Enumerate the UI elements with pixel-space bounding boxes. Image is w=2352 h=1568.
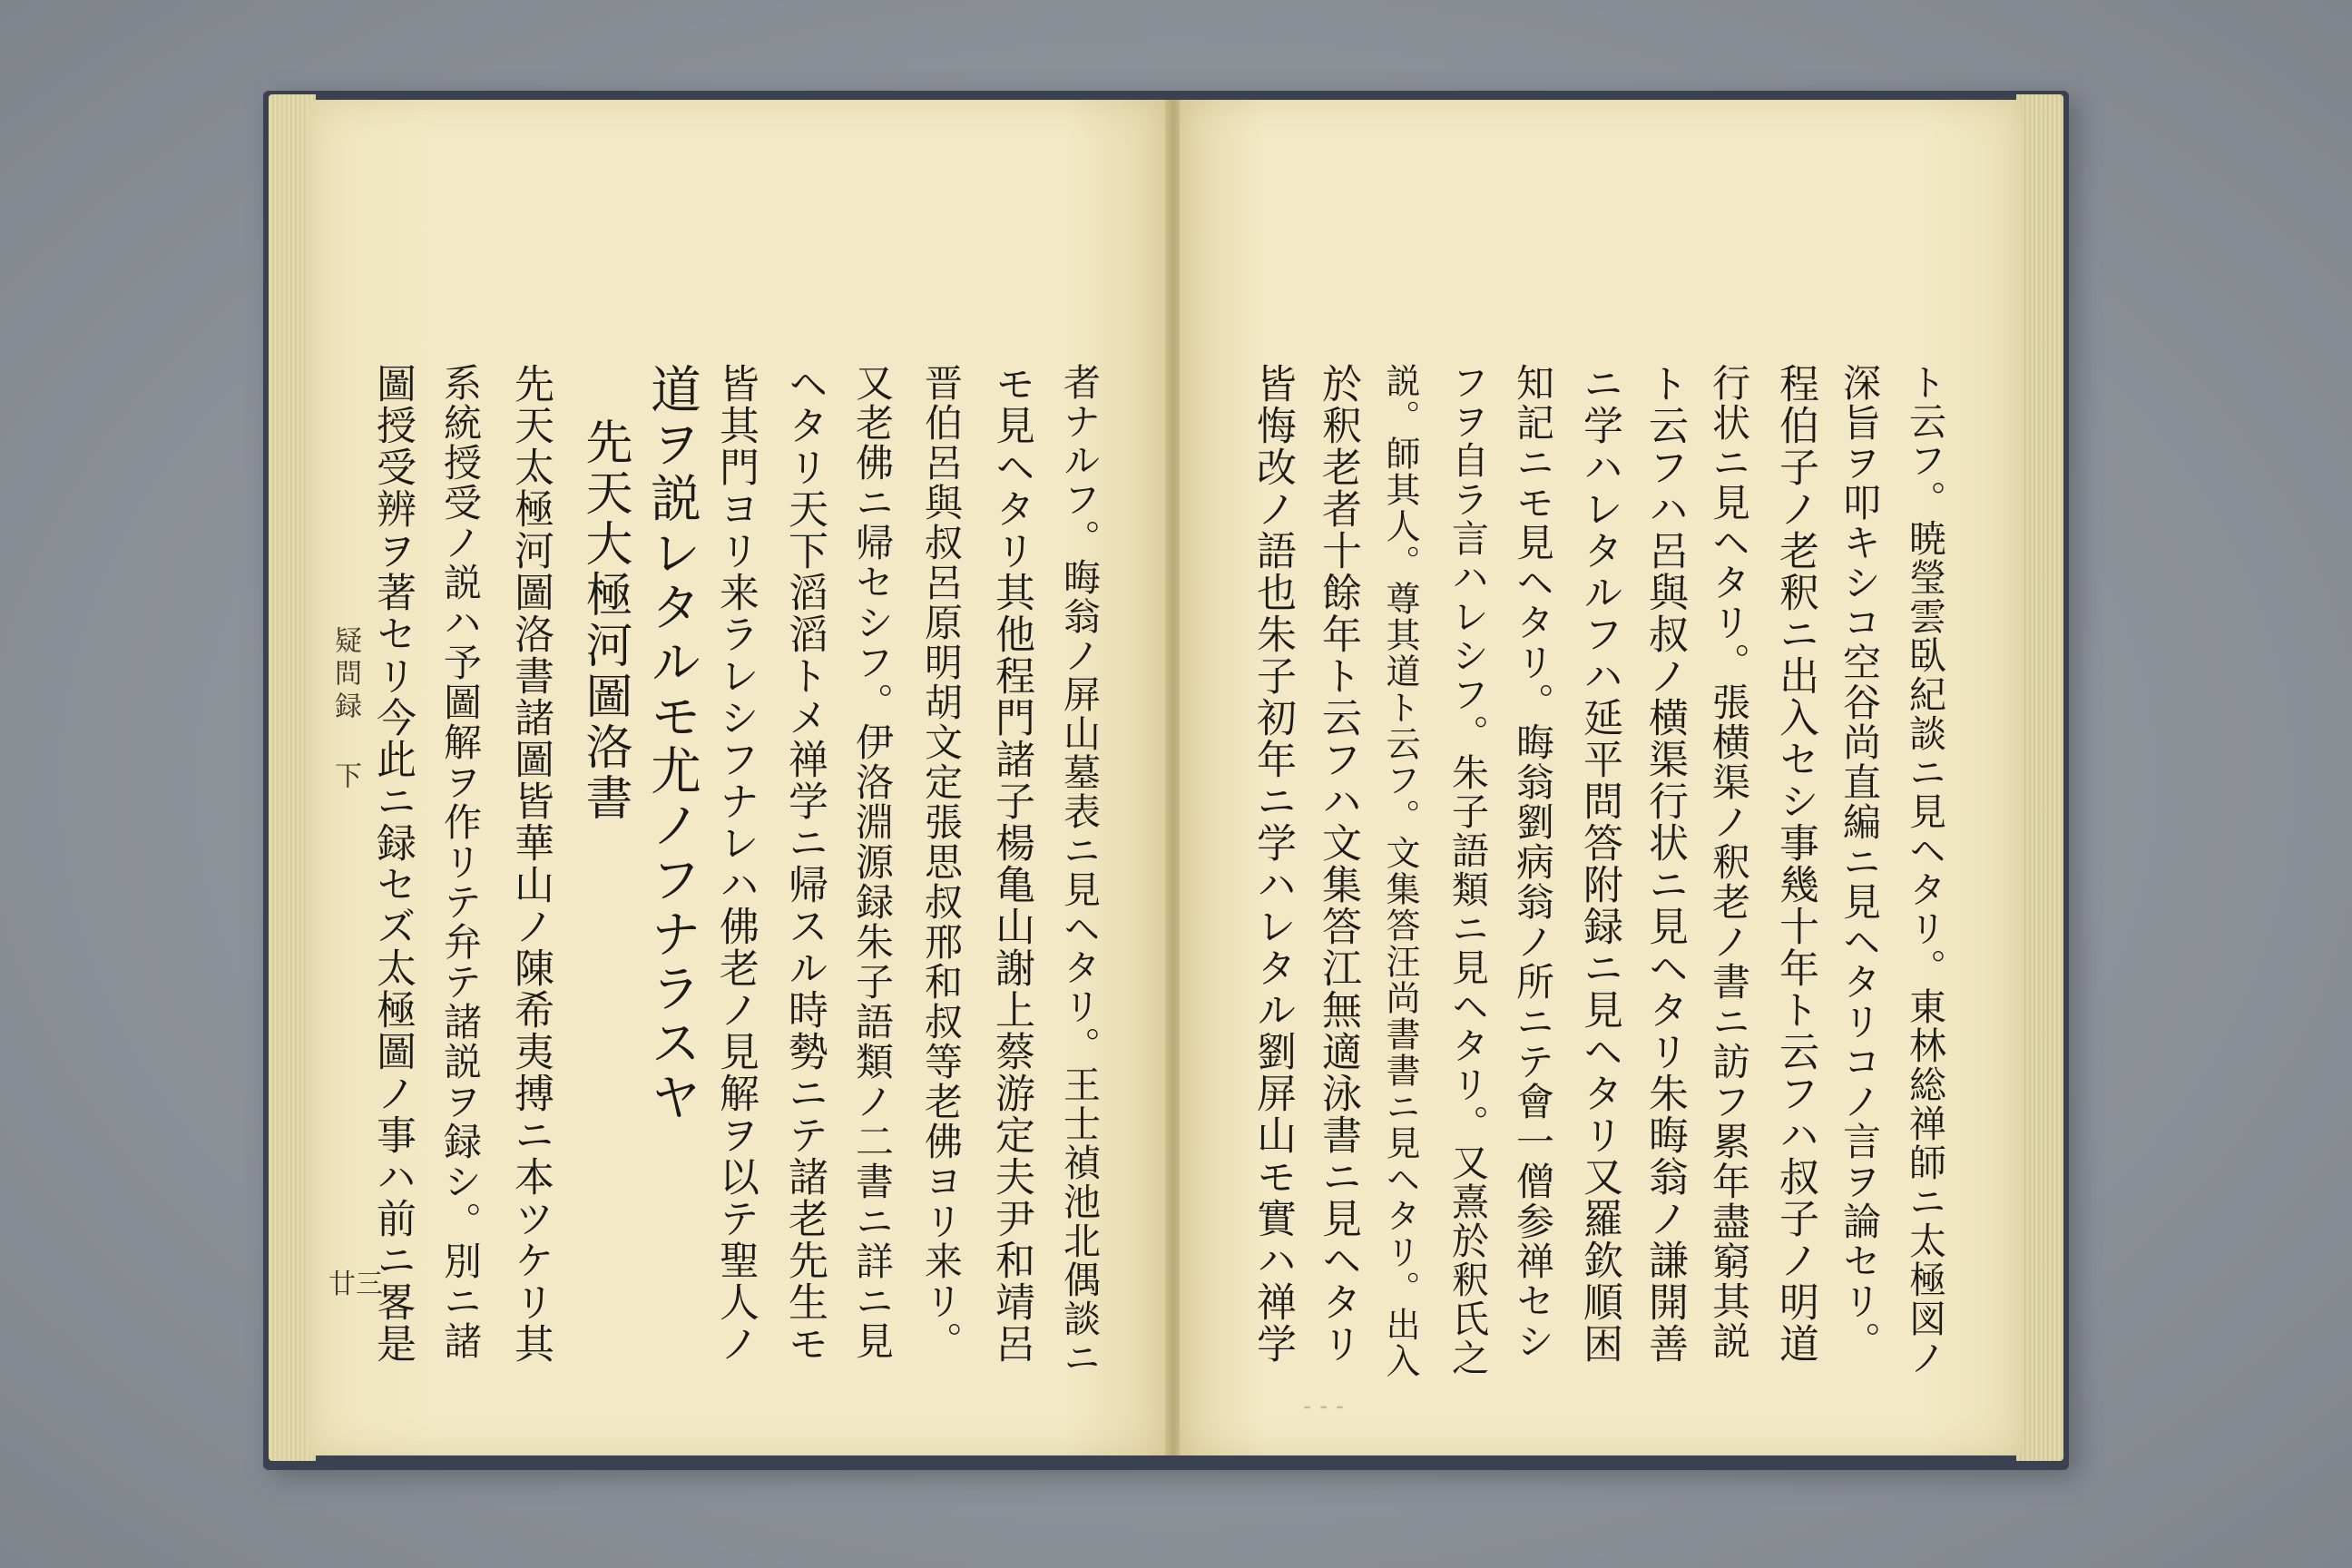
faint-stamp-mark: ⁃ ⁃ ⁃ [1302, 1397, 1345, 1420]
left-column-5: ヘタリ天下滔滔トメ禅学ニ帰スル時勢ニテ諸老先生モ [781, 363, 828, 1365]
left-column-4: 又老佛ニ帰セシフ。伊洛淵源録朱子語類ノ二書ニ詳ニ見 [850, 363, 895, 1361]
right-page [1180, 100, 2024, 1455]
left-column-7: 道ヲ説レタルモ尤ノフナラスヤ [642, 363, 701, 1125]
right-column-11: 皆悔改ノ語也朱子初年ニ学ハレタル劉屏山モ實ハ禅学 [1250, 363, 1296, 1365]
right-column-1: ト云フ。暁瑩雲臥紀談ニ見ヘタリ。東林総禅師ニ太極図ノ [1903, 363, 1946, 1377]
right-column-3: 程伯子ノ老釈ニ出入セシ事幾十年ト云フハ叔子ノ明道 [1772, 363, 1818, 1365]
left-column-3: 晋伯呂與叔呂原明胡文定張思叔邢和叔等老佛ヨリ来リ。 [919, 363, 964, 1361]
right-column-7: 知記ニモ見ヘタリ。晦翁劉病翁ノ所ニテ會一僧参禅セシ [1511, 363, 1555, 1361]
left-column-2: モ見ヘタリ其他程門諸子楊亀山謝上蔡游定夫尹和靖呂 [988, 363, 1034, 1365]
right-column-8: フヲ自ラ言ハレシフ。朱子語類ニ見ヘタリ。又熹於釈氏之 [1446, 363, 1489, 1377]
right-column-9: 説。師其人。尊其道ト云フ。文集答汪尚書書ニ見ヘタリ。出入 [1380, 363, 1420, 1379]
right-column-10: 於釈老者十餘年ト云フハ文集答江無適泳書ニ見ヘタリ [1315, 363, 1361, 1365]
page-number: 廿三 [328, 1269, 383, 1300]
left-column-1: 者ナルフ。晦翁ノ屏山墓表ニ見ヘタリ。王士禎池北偶談ニ [1057, 363, 1101, 1377]
section-column-2: 系統授受ノ説ハ予圖解ヲ作リテ弁テ諸説ヲ録シ。別ニ諸 [438, 363, 483, 1361]
section-column-3: 圖授受辨ヲ著セリ今此ニ録セズ太極圖ノ事ハ前ニ畧是 [369, 363, 416, 1365]
right-column-4: 行状ニ見ヘタリ。張横渠ノ釈老ノ書ニ訪フ累年盡窮其説 [1707, 363, 1751, 1361]
right-column-5: ト云フハ呂與叔ノ横渠行状ニ見ヘタリ朱晦翁ノ謙開善 [1642, 363, 1688, 1365]
right-column-2: 深旨ヲ叩キシコ空谷尚直編ニ見ヘタリコノ言ヲ論セリ。 [1838, 363, 1882, 1361]
left-column-6: 皆其門ヨリ来ラレシフナレハ佛老ノ見解ヲ以テ聖人ノ [712, 363, 759, 1365]
left-page [309, 100, 1167, 1455]
right-column-6: ニ学ハレタルフハ延平問答附録ニ見ヘタリ又羅欽順困 [1576, 363, 1622, 1365]
section-title: 先天大極河圖洛書 [577, 417, 632, 824]
spine-label: 疑問録 下 [329, 626, 361, 794]
section-column-1: 先天太極河圖洛書諸圖皆華山ノ陳希夷搏ニ本ツケリ其 [507, 363, 554, 1365]
